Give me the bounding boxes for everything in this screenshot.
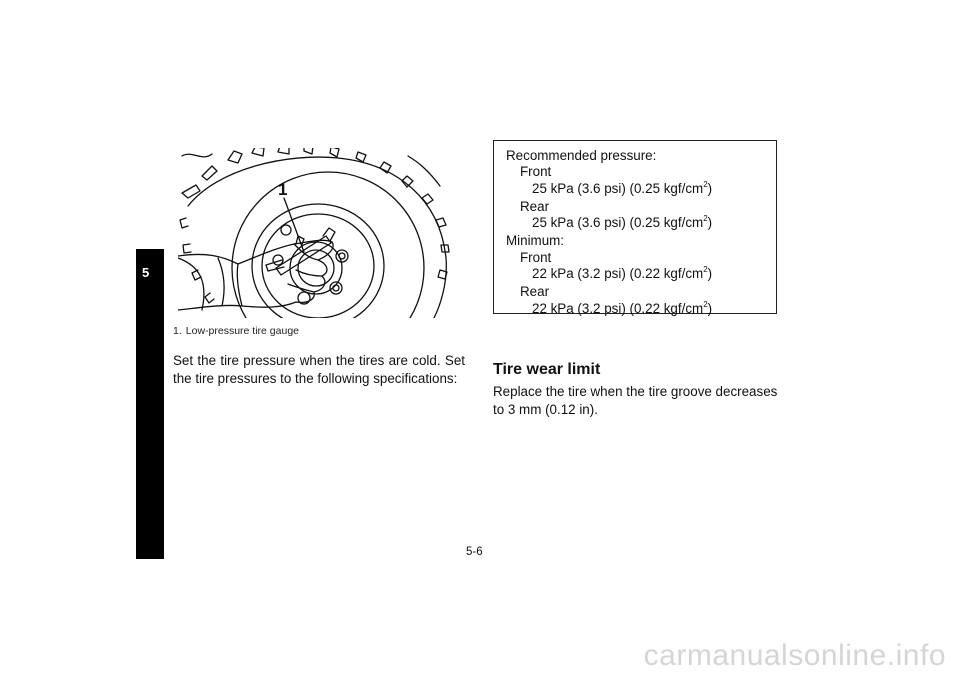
minimum-rear-value: 22 kPa (3.2 psi) (0.22 kgf/$cm^2$) — [532, 299, 713, 316]
recommended-rear-value: 25 kPa (3.6 psi) (0.25 kgf/$cm^2$) — [532, 214, 713, 231]
tire-wear-limit-heading: Tire wear limit — [493, 361, 601, 378]
figure-callout-1: 1 — [278, 180, 288, 199]
tire-gauge-illustration — [178, 148, 463, 318]
chapter-tab-number: 5 — [142, 265, 150, 280]
tire-pressure-spec-box — [493, 140, 777, 314]
minimum-pressure-heading: Minimum: — [506, 233, 565, 249]
recommended-rear-label: Rear — [520, 198, 550, 214]
tire-wear-limit-text: Replace the tire when the tire groove decreases to 3 mm (0.12 in). — [493, 384, 778, 417]
figure-caption — [173, 325, 299, 337]
chapter-tab — [136, 249, 164, 559]
minimum-rear-label: Rear — [520, 284, 550, 300]
caption-number: 1. — [173, 325, 182, 337]
minimum-front-value: 22 kPa (3.2 psi) (0.22 kgf/$cm^2$) — [532, 265, 713, 282]
caption-text: Low-pressure tire gauge — [185, 325, 299, 337]
site-watermark: carmanualsonline.info — [643, 639, 946, 672]
recommended-front-value: 25 kPa (3.6 psi) (0.25 kgf/$cm^2$) — [532, 179, 713, 196]
minimum-front-label: Front — [520, 249, 552, 265]
recommended-pressure-heading: Recommended pressure: — [506, 148, 657, 163]
intro-paragraph: Set the tire pressure when the tires are cold. Set the tire pressures to the following specifications: — [173, 353, 465, 386]
page-number: 5-6 — [466, 546, 483, 558]
recommended-front-label: Front — [520, 164, 552, 180]
